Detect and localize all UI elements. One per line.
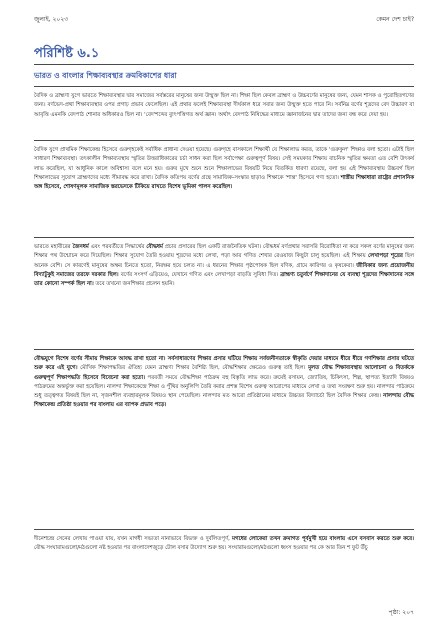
paragraph-2	[34, 146, 414, 192]
emphasized-text: শাস্ত্রীয় শিক্ষাধারা রাষ্ট্রের প্রশাসনিক অঙ্গ হিসেবে, শোষণমূলক সামাজিক স্তরভেদকে টিকিয়ে রাখতে বিশেষ ভূমিকা পালন করেছিল।	[34, 174, 414, 191]
section-divider	[34, 140, 414, 141]
paragraph-3	[34, 243, 414, 289]
appendix-title: পরিশিষ্ট ৬.১	[34, 46, 100, 61]
paragraph-text: বৈদিক ও ব্রাহ্মণ্য যুগে ভারতে শিক্ষাব্যবস্থার দ্বার সমাজের সর্বস্তরের মানুষের জন্য উন্মুক্ত ছিল না। শিক্ষা ছিল কেবল ব্রাহ্মণ ও উচ্চবর্ণের মানুষের জন্য, যেমন শাসক ও পুরোহিতগণের জন্য। বর্ণভেদ-প্রথা শিক্ষাব্যবস্থার ওপর প্রগাঢ় প্রভাব ফেলেছিল। এই প্রথার ফলেই শিক্ষাব্যবস্থা দীর্ঘকাল ধরে সবার জন্য উন্মুক্ত হতে পারে নি। সর্বনিম্ন বর্ণের শূদ্রদের বেদ উচ্চারণ বা আবৃত্তি এমনকি বেদপাঠ শোনার অধিকারও ছিল না। 'বেদ'শব্দের ব্যুৎপত্তিগত অর্থ জ্ঞান। অর্থাৎ বেদপাঠ নিষিদ্ধের মাধ্যমে জ্ঞানার্জনের দ্বার তাদের জন্য বন্ধ করে দেয়া হয়।	[34, 93, 414, 118]
emphasized-text: মগধের লোকেরা তখন ক্রমাগত পূর্বমুখী হয়ে বাংলায় এসে বসবাস করতে শুরু করে।	[232, 536, 414, 542]
emphasized-text: বৌদ্ধযুগে বিশেষ বর্ণের সীমায় শিক্ষাকে আবদ্ধ রাখা হতো না। সর্বসাধারণের শিক্ষার প্রসার ঘটিয়ে শিক্ষায় সর্বজনীনতাকে স্বীকৃতি দেয়ার মাধ্যমে ধীরে ধীরে গণশিক্ষার প্রসার ঘটতে শুরু করে এই যুগে।	[34, 356, 414, 372]
emphasized-text: লেখাপড়া শূদ্রের	[368, 253, 403, 260]
paragraph-text: এবং পরবর্তীতে সিদ্ধার্থের	[88, 244, 147, 250]
page-number: পৃষ্ঠা: ২০৭	[388, 609, 414, 616]
emphasized-text: নালন্দায় বৌদ্ধ শিক্ষাকেন্দ্র প্রতিষ্ঠা হওয়ার পর বাংলায় এর ব্যাপক প্রভাব পড়ে।	[34, 393, 414, 409]
emphasized-text: মূলত বৌদ্ধ শিক্ষাব্যবস্থায় আলোচনা ও বিতর্ককে গুরুত্বপূর্ণ শিক্ষাপদ্ধতি হিসেবে বিবেচনা করা হতো।	[34, 365, 414, 381]
section-subtitle: ভারত ও বাংলার শিক্ষাব্যবস্থার ক্রমবিকাশের ধারা	[34, 71, 177, 80]
paragraph-text: মৌখিক শিক্ষাপদ্ধতির ঐতিহ্য যেমন ব্রাহ্মণ্য শিক্ষার বৈশিষ্ট্য ছিল, বৌদ্ধশিক্ষার ক্ষেত্রেও গুরুত্ব তাই ছিল।	[77, 365, 309, 372]
paragraph-5	[34, 535, 414, 554]
paragraph-text: বৈদিক যুগে প্রাথমিক শিক্ষাকেন্দ্র হিসেবে গুরুগৃহকেই সর্বাধিক প্রাধান্য দেওয়া হয়েছে। গুরুগৃহে বাসকালে শিক্ষার্থী যে শিক্ষালাভ করত, তাকে 'গুরুকুল' শিক্ষাও বলা হতো। এটাই ছিল সাধারণ শিক্ষাব্যবস্থা। তৎকালীন শিক্ষাব্যবস্থায় স্মৃতির উত্তরাধিকারের চর্চা সাধন করা ছিল সর্বাপেক্ষা গুরুত্বপূর্ণ বিষয়। সেই সময়কার শিক্ষায় বাচনিক স্মৃতির ক্ষমতা এত বেশি উৎকর্ষ লাভ করেছিল, যা আধুনিক কালে অবিশ্বাস্য বলে মনে হয়। গুরুর মুখে শুনে শুনে শিক্ষালাভের বিষয়টি নিয়ে বিতর্কিত ধারণা রয়েছে, বলা হয় এই শিক্ষাব্যবস্থায় উচ্চবর্গ ছিল শিক্ষালাভের সুযোগ ব্রাহ্মণদের মধ্যে সীমাবদ্ধ করে রাখা। বৈদিক কতিপয় বর্ণের গ্রন্থে সামাজিক-সংস্কার ছাড়াও শিক্ষাকে 'শান্ত্র' হিসেবে গণ্য হতো।	[34, 147, 414, 181]
paragraph-text: ভারতে মহাবীরের	[34, 244, 73, 250]
emphasized-text: বৌদ্ধধর্ম	[146, 244, 163, 250]
paragraph-4	[34, 355, 414, 411]
paragraph-text: তবে তখনো জনশিক্ষার প্রচলন হয়নি।	[93, 281, 175, 288]
emphasized-text: জৈনধর্ম	[72, 244, 89, 250]
paragraph-text: ছিল অনেক বেশি। সে কারণেই মানুষের অক্ষর চিনতে হতো, নিরক্ষর হয়ে চলত না। এ ধরনের শিক্ষার পৃষ্ঠপোষক ছিল বণিক, গ্রামে কারিগর ও কৃষকেরা।	[34, 253, 414, 269]
paragraph-text: প্রচার প্রসারের ছিল একটি রাজনৈতিক ঘটনা। বৌদ্ধধর্ম বর্ণপ্রথার সরাসরি বিরোধিতা না করে সকল বর্ণের মানুষের জন্য শিক্ষার পথ উন্মোচন করে দিয়েছিল। শিক্ষার সুযোগ তৈরি হওয়ায় শূদ্রদের মধ্যে লেখা, পড়া আর গণিত শেখার রেওয়াজ কিছুটা চালু হয়েছিল। এই শিক্ষায়	[34, 244, 414, 260]
paragraph-text: বৌদ্ধ সংঘারামগুলো/মঠগুলো নষ্ট হওয়ার পর বাংলাদেশজুড়ে টোল বসার উদ্যোগ শুরু হয়। সংঘারামগুলো/মঠগুলো ধ্বংস হওয়ার পর কে আর তিন শ ফুট উঁচু	[34, 545, 368, 552]
header-date: জুলাই, ২০২৩	[34, 16, 69, 23]
title-divider	[34, 64, 414, 65]
paragraph-1	[34, 92, 414, 120]
paragraph-text: বর্ণের সংসর্গ এড়িয়েও, যেখানে গণিত এবং লেখাপড়া বাড়তি সুবিধা দিত।	[120, 271, 281, 278]
subtitle-divider	[34, 86, 414, 87]
header-book-title: কেমন দেশ চাই?	[376, 16, 414, 23]
emphasized-text: ব্রাহ্মণ্য চতুর্বর্ণে শিক্ষাদানের যে ব্যবস্থা শূদ্রদের শিক্ষাদানের সঙ্গে তার কোনো সম্পর্ক ছিল না।	[34, 271, 414, 288]
emphasized-text: জীবিকার জন্য প্রয়োজনীয় বিদ্যাটুকুই সমাজের তরফে দরকার ছিল।	[34, 262, 414, 278]
section-divider	[34, 237, 414, 238]
section-divider	[34, 529, 414, 530]
paragraph-text: দীনেশচন্দ্র সেনের লেখায় পাওয়া যায়, যখন মাগধী সভ্যতা নানাভাবে বিভক্ত ও দুর্বলিতপূর্ণ,	[34, 536, 233, 542]
section-divider	[34, 349, 414, 350]
paragraph-text: পরবর্তী সময়ে বৌদ্ধশিক্ষা পাঠক্রম বহু বিস্তৃতি লাভ করে। ক্রমেই রসায়ন, জ্যোতিষ, চিকিৎসা, শিল্প, স্থাপত্য ইত্যাদি বিষয়ও পাঠক্রমের অন্তর্ভুক্ত করা হয়েছিল। নালন্দা শিক্ষাকেন্দ্রে শিক্ষা ও পুঁথির অনুলিপি তৈরি করার প্রশস্ত বিশেষ গুরুত্ব আরোপের মাধ্যমে লেখা ও তথ্য সংরক্ষণ শুরু হয়। নালন্দার পাঠক্রমে শুধু তত্ত্বগত বিষয়ই ছিল না, সৃজনশীল ব্যবহারমূলক বিষয়ও স্থান পেয়েছিল। নালন্দার মত আরো প্রতিষ্ঠানের মাধ্যমে উচ্চতর বিদ্যাচর্চা ছিল বৈদিক শিক্ষার কেন্দ্র।	[34, 374, 414, 400]
